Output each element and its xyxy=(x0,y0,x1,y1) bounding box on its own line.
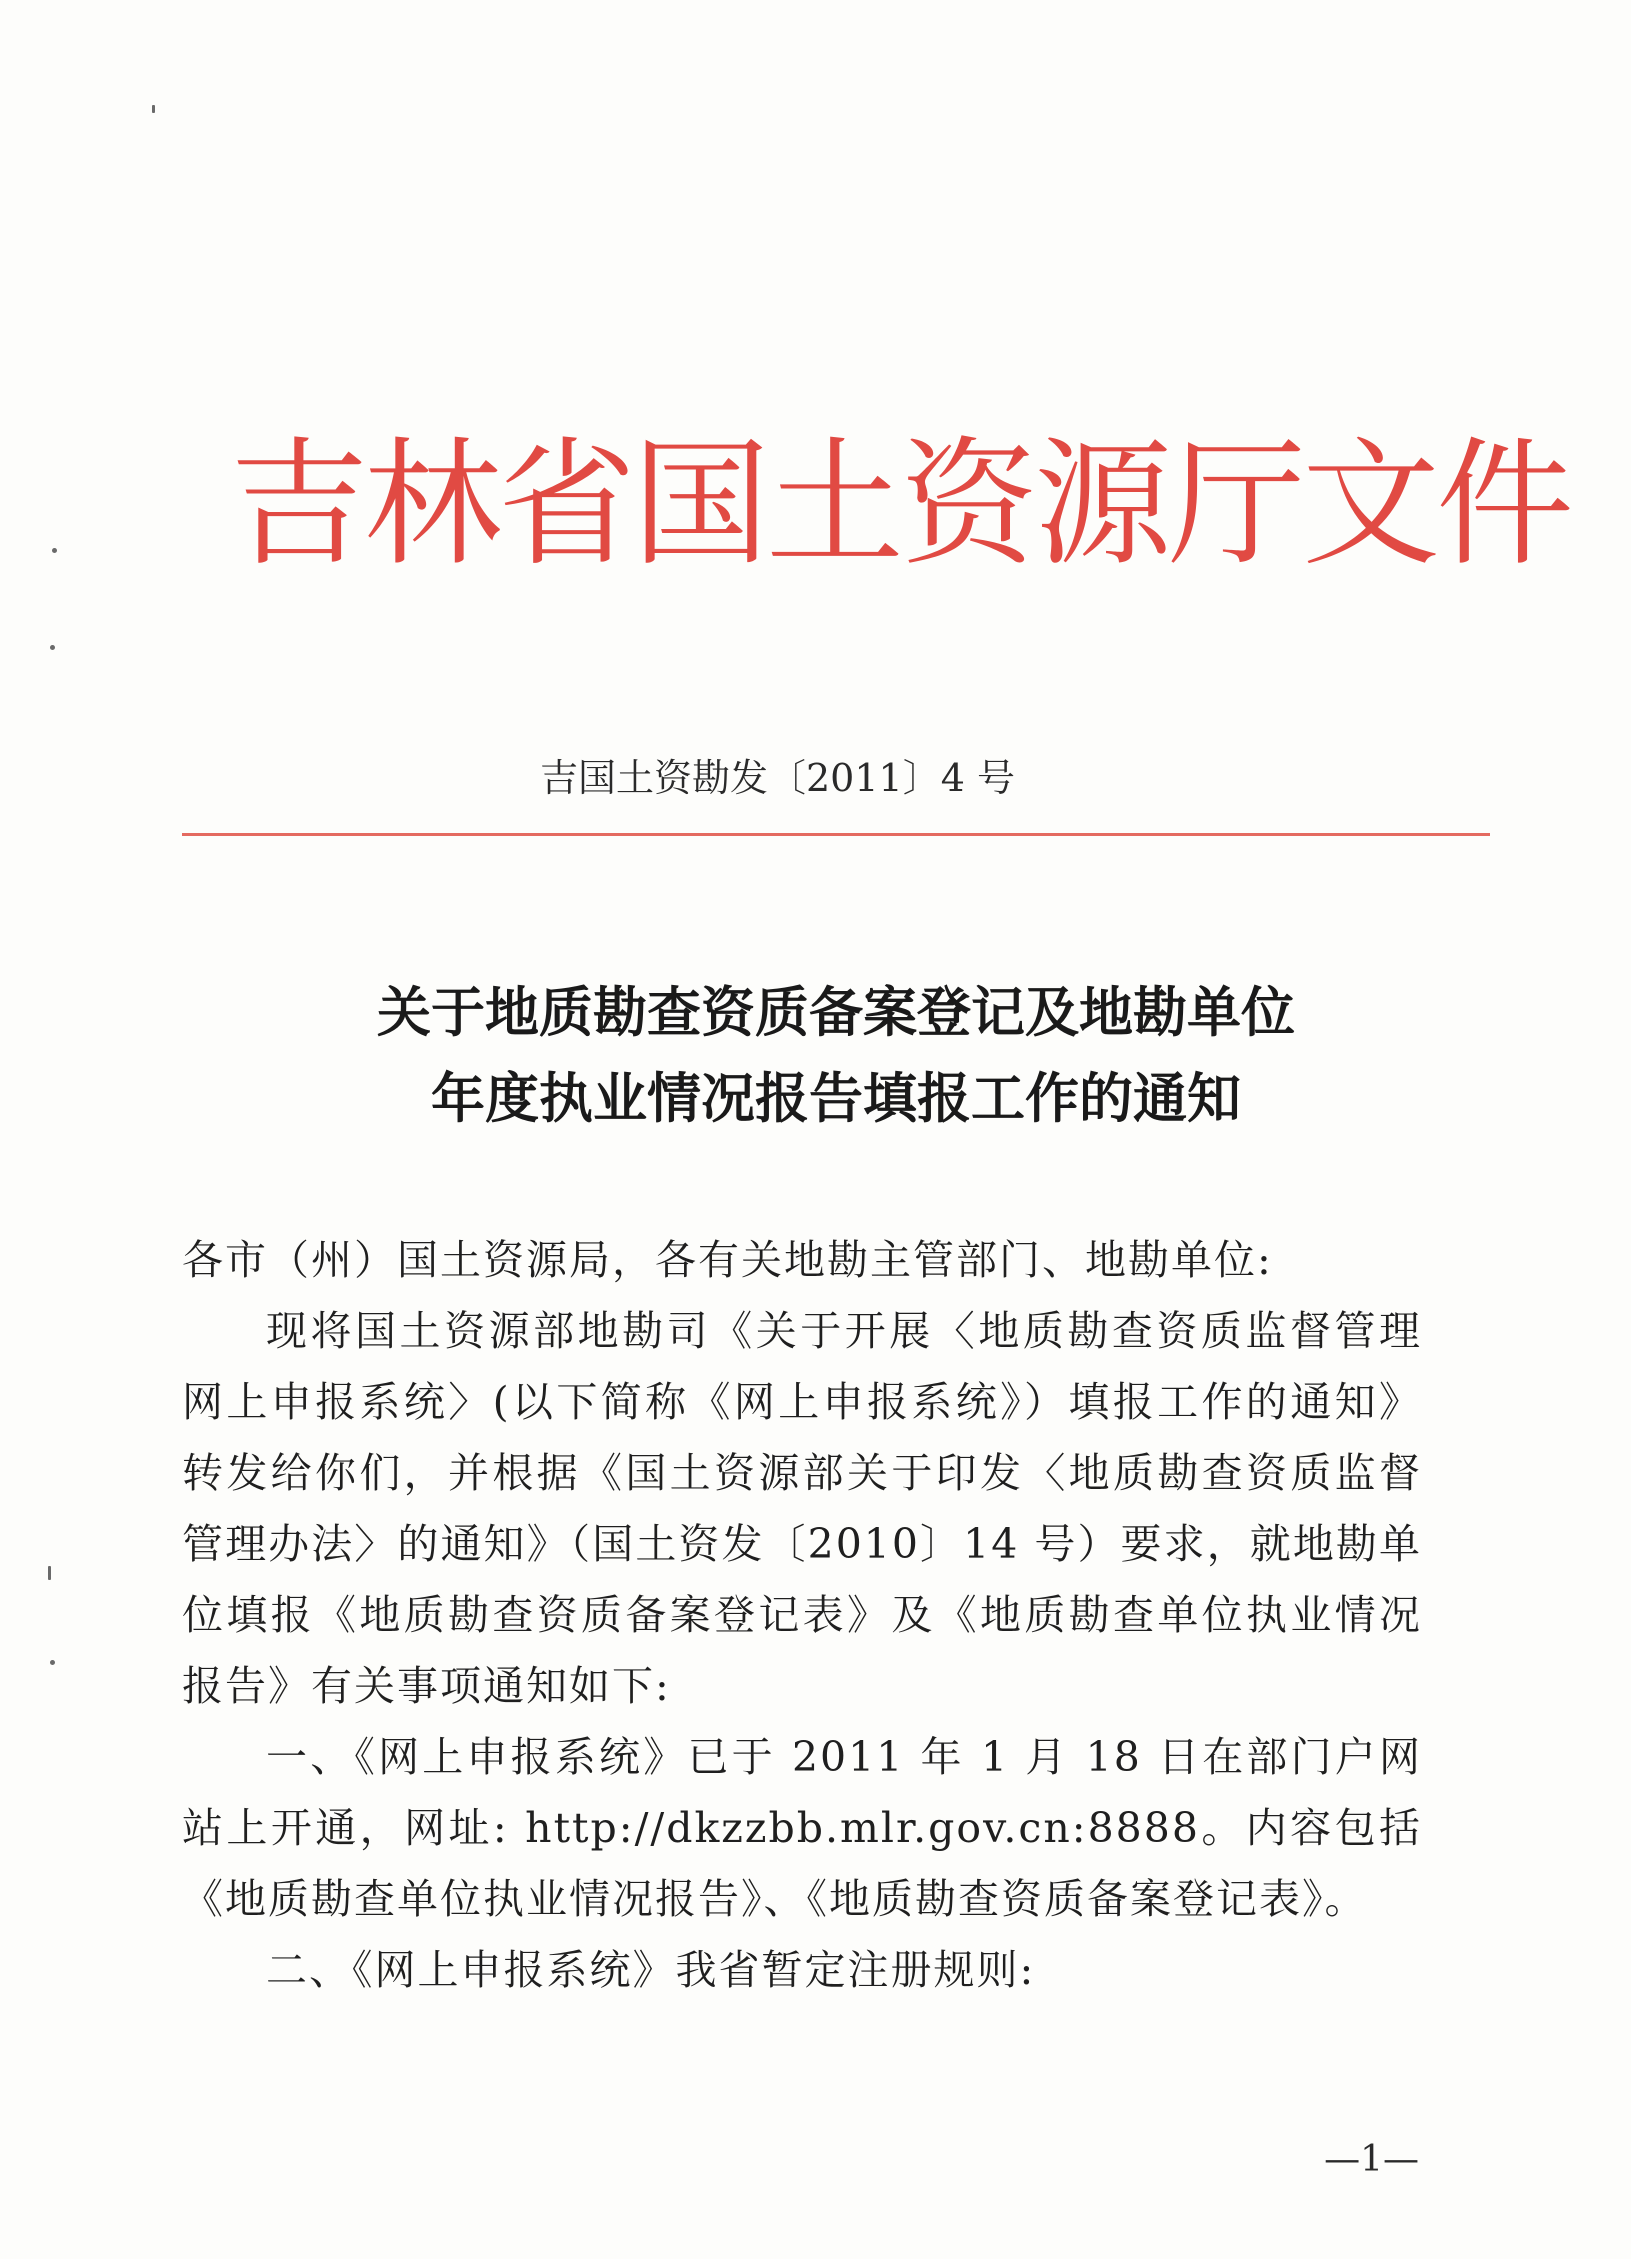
scan-speck xyxy=(50,1660,55,1665)
page-number: —1— xyxy=(1324,2139,1419,2180)
scan-speck xyxy=(50,645,55,650)
body-paragraph-intro: 现将国土资源部地勘司《关于开展〈地质勘查资质监督管理网上申报系统〉(以下简称《网上申报系统》）填报工作的通知》转发给你们，并根据《国土资源部关于印发〈地质勘查资质监督管理办法〉的通知》（国土资发〔2010〕14 号）要求，就地勘单位填报《地质勘查资质备案登记表》及《地质勘查单位执业情况报告》有关事项通知如下: xyxy=(182,1307,1422,1710)
issuing-authority-title: 吉林省国土资源厅文件 xyxy=(230,424,1571,585)
addressee-line: 各市（州）国土资源局，各有关地勘主管部门、地勘单位: xyxy=(182,1236,1273,1284)
scan-speck xyxy=(152,105,155,113)
scan-speck xyxy=(52,548,57,553)
red-divider-line xyxy=(182,833,1490,836)
notice-title xyxy=(182,970,1490,1142)
scan-speck xyxy=(48,1566,51,1580)
body-paragraph-item-2: 二、《网上申报系统》我省暂定注册规则: xyxy=(266,1946,1036,1994)
document-number: 吉国土资勘发〔2011〕4 号 xyxy=(540,756,1015,800)
notice-title-line-2: 年度执业情况报告填报工作的通知 xyxy=(431,1067,1241,1130)
body-paragraph-item-1: 一、《网上申报系统》已于 2011 年 1 月 18 日在部门户网站上开通，网址: http://dkzzbb.mlr.gov.cn:8888。内容包括《地质勘查单位执业情况报告》、《地质勘查资质备案登记表》。 xyxy=(182,1733,1422,1923)
notice-title-line-1: 关于地质勘查资质备案登记及地勘单位 xyxy=(377,981,1295,1044)
notice-body xyxy=(182,1225,1422,2006)
